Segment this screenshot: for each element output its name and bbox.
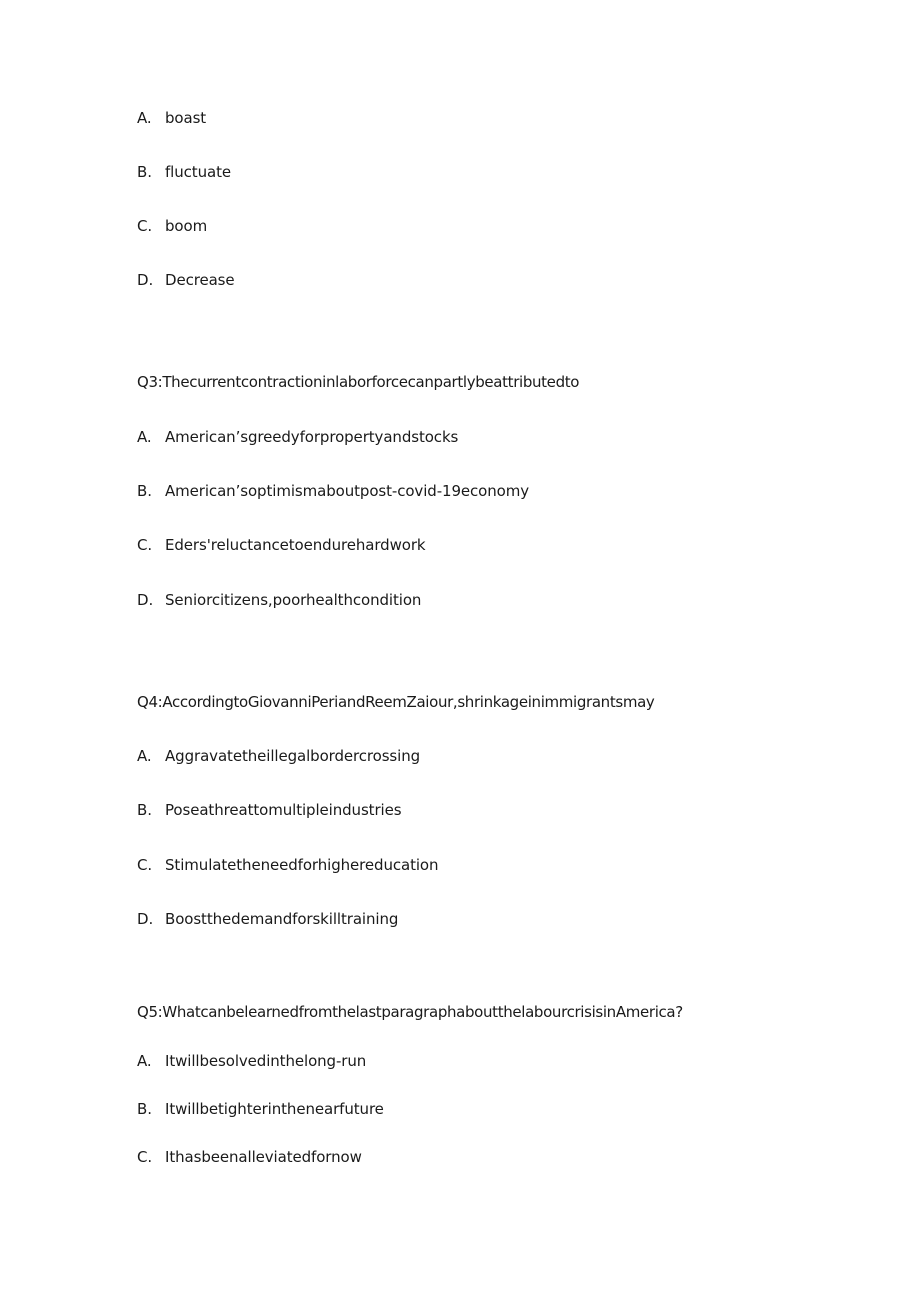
option-text: Boostthedemandforskilltraining bbox=[165, 910, 399, 928]
q2-option-a bbox=[137, 108, 206, 128]
option-text: Ithasbeenalleviatedfornow bbox=[165, 1148, 362, 1166]
q2-option-c bbox=[137, 216, 207, 236]
option-text: Itwillbesolvedinthelong-run bbox=[165, 1052, 367, 1070]
option-letter: B. bbox=[137, 163, 152, 181]
option-text: American’soptimismaboutpost-covid-19economy bbox=[165, 482, 530, 500]
option-letter: B. bbox=[137, 1100, 152, 1118]
option-text: boom bbox=[165, 217, 208, 235]
option-text: Itwillbetighterinthenearfuture bbox=[165, 1100, 384, 1118]
option-text: Eders'reluctancetoendurehardwork bbox=[165, 536, 426, 554]
q5-option-c bbox=[137, 1147, 362, 1167]
option-letter: C. bbox=[137, 856, 153, 874]
option-letter: D. bbox=[137, 591, 154, 609]
option-letter: D. bbox=[137, 271, 154, 289]
option-letter: B. bbox=[137, 482, 152, 500]
option-text: boast bbox=[165, 109, 207, 127]
q3-question: Q3:Thecurrentcontractioninlaborforcecanpartlybeattributedto bbox=[137, 373, 580, 391]
option-letter: D. bbox=[137, 910, 154, 928]
option-text: Decrease bbox=[165, 271, 235, 289]
q4-option-a bbox=[137, 746, 420, 766]
q5-option-a bbox=[137, 1051, 366, 1071]
option-text: Aggravatetheillegalbordercrossing bbox=[165, 747, 421, 765]
q3-option-c bbox=[137, 535, 426, 555]
q2-option-d bbox=[137, 270, 235, 290]
q3-option-a bbox=[137, 427, 458, 447]
option-text: American’sgreedyforpropertyandstocks bbox=[165, 428, 459, 446]
option-letter: A. bbox=[137, 428, 152, 446]
q5-question: Q5:WhatcanbelearnedfromthelastparagraphaboutthelabourcrisisinAmerica? bbox=[137, 1003, 683, 1021]
q4-option-b bbox=[137, 800, 401, 820]
option-text: Poseathreattomultipleindustries bbox=[165, 801, 402, 819]
q4-option-c bbox=[137, 855, 438, 875]
q3-option-b bbox=[137, 481, 529, 501]
q2-option-b bbox=[137, 162, 231, 182]
option-letter: C. bbox=[137, 217, 153, 235]
option-letter: A. bbox=[137, 747, 152, 765]
option-text: Stimulatetheneedforhighereducation bbox=[165, 856, 439, 874]
option-letter: C. bbox=[137, 536, 153, 554]
option-text: fluctuate bbox=[165, 163, 231, 181]
option-text: Seniorcitizens,poorhealthcondition bbox=[165, 591, 422, 609]
q5-option-b bbox=[137, 1099, 384, 1119]
q3-option-d bbox=[137, 590, 421, 610]
q4-question: Q4:AccordingtoGiovanniPeriandReemZaiour,shrinkageinimmigrantsmay bbox=[137, 693, 655, 711]
q4-option-d bbox=[137, 909, 398, 929]
option-letter: A. bbox=[137, 109, 152, 127]
option-letter: A. bbox=[137, 1052, 152, 1070]
option-letter: C. bbox=[137, 1148, 153, 1166]
option-letter: B. bbox=[137, 801, 152, 819]
